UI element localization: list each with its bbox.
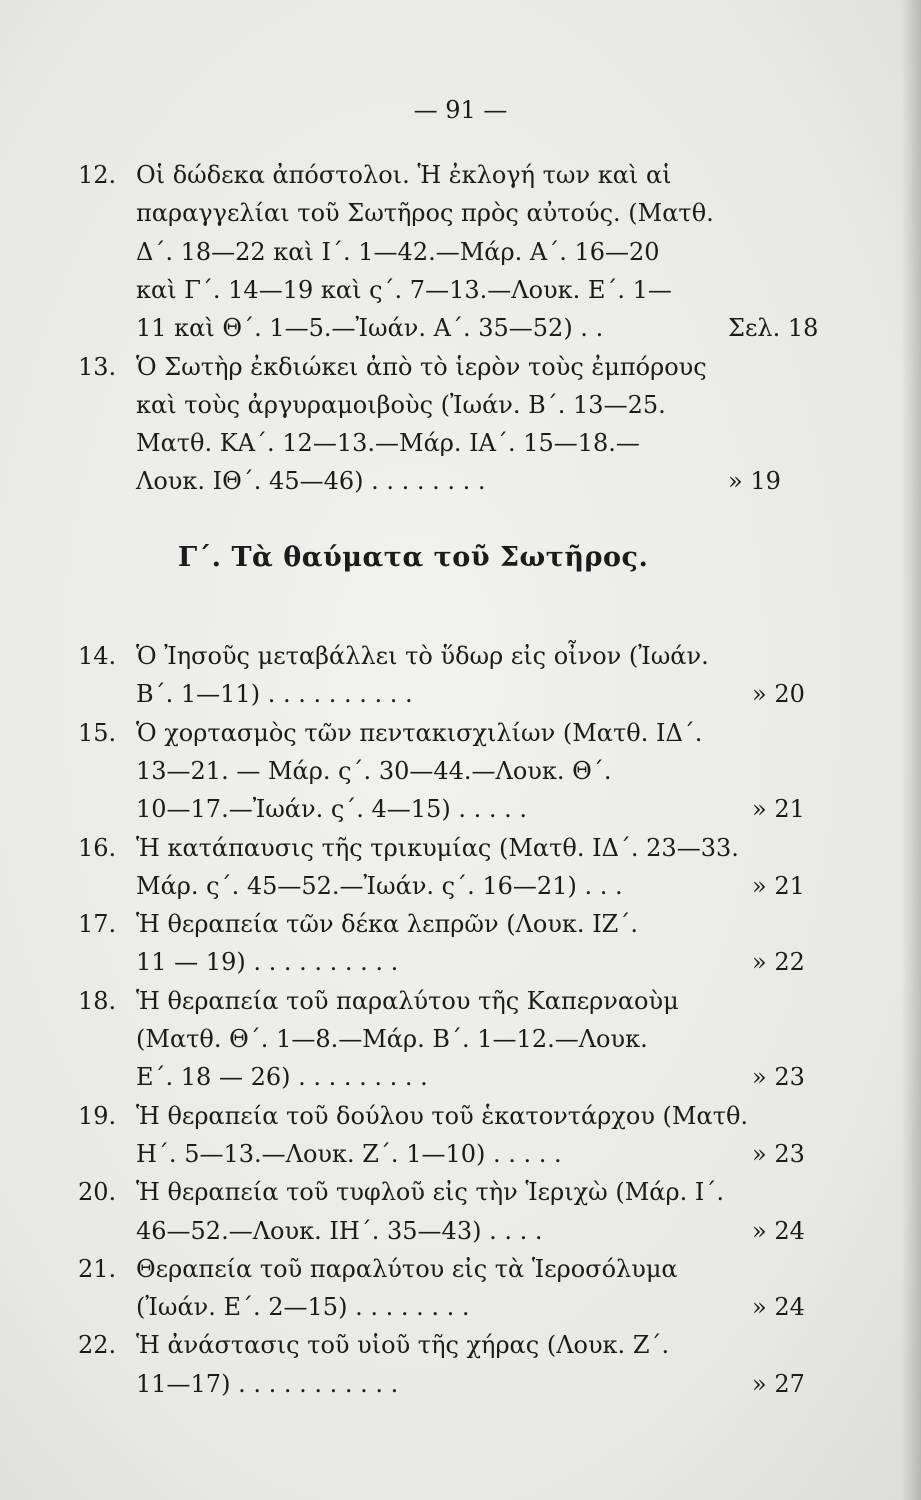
entry-page-ref: » 21 (752, 871, 805, 900)
entry-number: 21. (78, 1254, 117, 1283)
entry-number: 17. (78, 910, 117, 939)
entry-number: 20. (78, 1178, 117, 1207)
entry-page-ref: » 24 (752, 1216, 805, 1245)
entry-text: Η΄. 5—13.—Λουκ. Ζ΄. 1—10) . . . . . (136, 1139, 562, 1168)
entry-number: 18. (78, 986, 117, 1015)
entry-text: (Ματθ. Θ΄. 1—8.—Μάρ. Β΄. 1—12.—Λουκ. (136, 1025, 648, 1053)
entry-page-ref: » 27 (752, 1369, 805, 1398)
entry-text: Ἡ θεραπεία τοῦ δούλου τοῦ ἑκατοντάρχου (Ματθ. (136, 1101, 749, 1130)
entry-text: 46—52.—Λουκ. ΙΗ΄. 35—43) . . . . (136, 1216, 543, 1245)
entry-number: 19. (78, 1101, 117, 1130)
entry-page-ref: » 24 (752, 1293, 805, 1322)
entry-number: 12. (78, 161, 117, 189)
entry-number: 15. (78, 718, 117, 747)
entry-text: Ἡ θεραπεία τῶν δέκα λεπρῶν (Λουκ. ΙΖ΄. (136, 910, 638, 939)
entry-text: Ἡ ἀνάστασις τοῦ υἱοῦ τῆς χήρας (Λουκ. Ζ΄. (136, 1331, 670, 1360)
entry-text: Μάρ. ς΄. 45—52.—Ἰωάν. ς΄. 16—21) . . . (136, 871, 623, 900)
entry-text: καὶ τοὺς ἀργυραμοιβοὺς (Ἰωάν. Β΄. 13—25. (136, 390, 666, 419)
entry-text: Δ΄. 18—22 καὶ Ι΄. 1—42.—Μάρ. Α΄. 16—20 (136, 237, 660, 266)
entry-text: Οἱ δώδεκα ἀπόστολοι. Ἡ ἐκλογή των καὶ αἱ (136, 161, 672, 189)
entry-text: Ἡ θεραπεία τοῦ τυφλοῦ εἰς τὴν Ἱεριχὼ (Μάρ. Ι΄. (136, 1178, 724, 1207)
entry-text: Ματθ. ΚΑ΄. 12—13.—Μάρ. ΙΑ΄. 15—18.— (136, 429, 640, 458)
entry-text: 11 καὶ Θ΄. 1—5.—Ἰωάν. Α΄. 35—52) . . (136, 314, 604, 343)
entry-text: 13—21. — Μάρ. ς΄. 30—44.—Λουκ. Θ΄. (136, 756, 612, 785)
entry-text: Ὁ Ἰησοῦς μεταβάλλει τὸ ὕδωρ εἰς οἶνον (Ἰωάν. (136, 642, 709, 670)
entry-text: Ἡ κατάπαυσις τῆς τρικυμίας (Ματθ. ΙΔ΄. 23—33. (136, 833, 739, 862)
entry-page-ref: » 23 (752, 1063, 805, 1092)
section-heading: Γ΄. Τὰ θαύματα τοῦ Σωτῆρος. (178, 542, 649, 573)
entry-text: 11—17) . . . . . . . . . . . (136, 1369, 399, 1398)
entry-text: Ὁ Σωτὴρ ἐκδιώκει ἀπὸ τὸ ἱερὸν τοὺς ἐμπόρους (136, 352, 707, 381)
entry-text: Θεραπεία τοῦ παραλύτου εἰς τὰ Ἱεροσόλυμα (136, 1254, 678, 1283)
entry-page-ref: Σελ. 18 (728, 314, 819, 343)
entry-number: 16. (78, 833, 117, 862)
entry-text: Ε΄. 18 — 26) . . . . . . . . . (136, 1063, 428, 1092)
entry-page-ref: » 22 (752, 948, 805, 977)
entry-page-ref: » 19 (728, 467, 781, 496)
entry-text: Β΄. 1—11) . . . . . . . . . . (136, 680, 413, 709)
entry-text: 10—17.—Ἰωάν. ς΄. 4—15) . . . . . (136, 795, 527, 824)
entry-number: 14. (78, 642, 117, 670)
entry-text: Ἡ θεραπεία τοῦ παραλύτου τῆς Καπερναοὺμ (136, 986, 679, 1015)
entry-number: 22. (78, 1331, 117, 1360)
entry-text: παραγγελίαι τοῦ Σωτῆρος πρὸς αὐτούς. (Ματθ. (136, 199, 714, 228)
entry-page-ref: » 23 (752, 1139, 805, 1168)
entry-text: καὶ Γ΄. 14—19 καὶ ς΄. 7—13.—Λουκ. Ε΄. 1— (136, 275, 672, 304)
entry-text: Λουκ. ΙΘ΄. 45—46) . . . . . . . . (136, 467, 486, 496)
page-number: — 91 — (413, 96, 508, 124)
entry-text: Ὁ χορτασμὸς τῶν πεντακισχιλίων (Ματθ. ΙΔ΄. (136, 718, 703, 747)
entry-page-ref: » 20 (752, 680, 805, 709)
page-edge-shadow (901, 0, 921, 1500)
entry-text: 11 — 19) . . . . . . . . . . (136, 948, 399, 977)
entry-number: 13. (78, 352, 117, 381)
entry-text: (Ἰωάν. Ε΄. 2—15) . . . . . . . . (136, 1293, 470, 1322)
entry-page-ref: » 21 (752, 795, 805, 824)
